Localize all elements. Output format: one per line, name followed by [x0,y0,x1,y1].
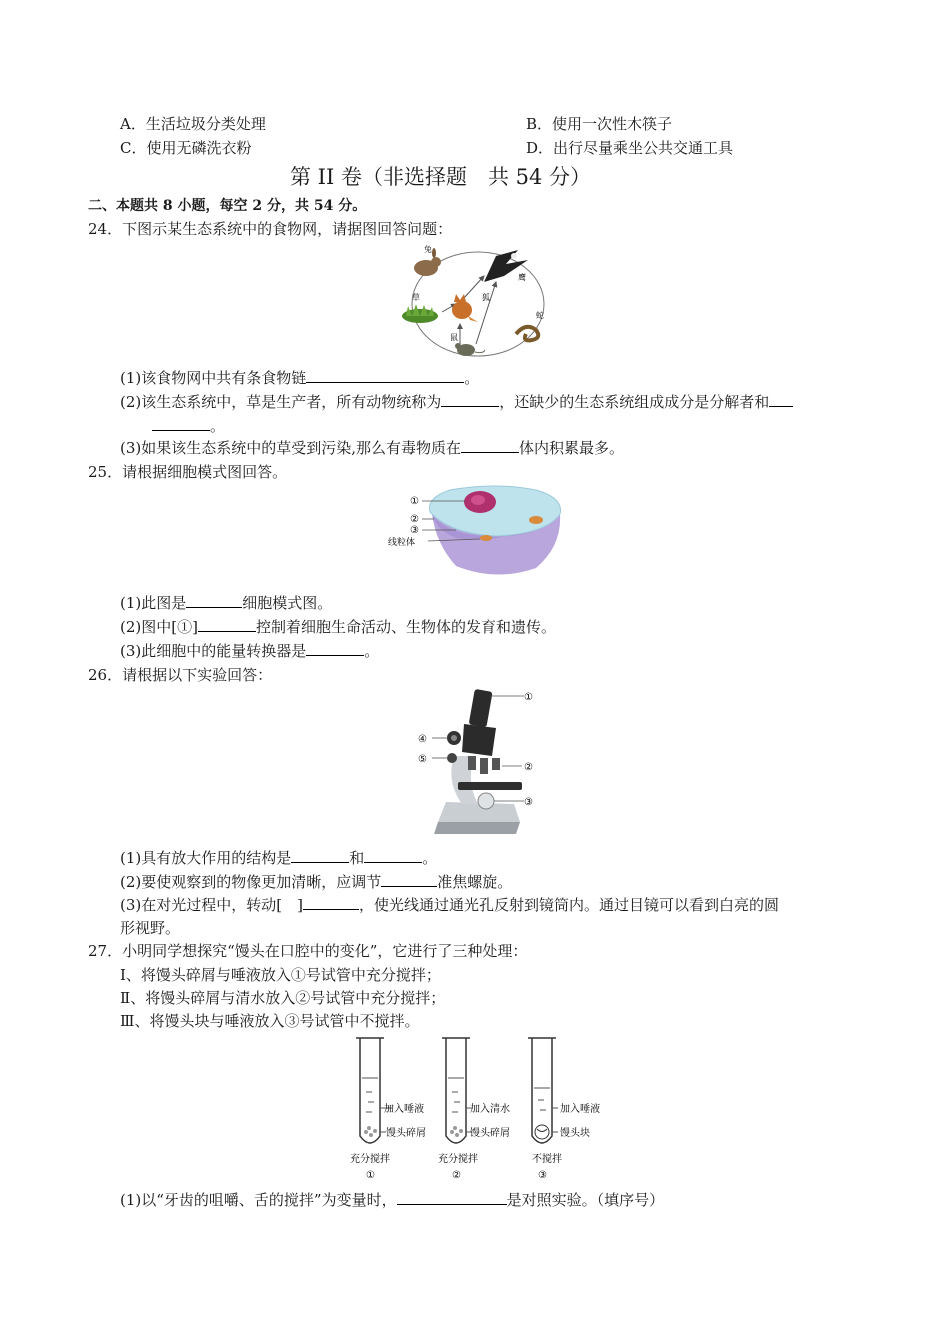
q26-stem: 26．请根据以下实验回答： [88,666,273,684]
q25-p3: (3)此细胞中的能量转换器是 。 [120,642,380,660]
tube-3-top-label: 加入唾液 [560,1104,600,1115]
cell-diagram [386,484,566,580]
microscope-label-2: ② [524,762,533,773]
snake-icon [516,327,538,341]
q27-blank-1[interactable] [397,1190,507,1205]
label-rabbit: 兔 [424,245,432,254]
cell-label-1: ① [410,496,419,507]
label-fox: 狐 [482,293,490,302]
label-snake: 蛇 [536,311,544,320]
test-tubes-figure [340,1032,620,1188]
q25-p2: (2)图中[①] 控制着细胞生命活动、生物体的发育和遗传。 [120,618,556,636]
option-a: A．生活垃圾分类处理 [120,115,266,133]
q24-p2-cont: 。 [152,416,225,436]
tube-2-num: ② [452,1170,461,1181]
tube-1-top-label: 加入唾液 [384,1104,424,1115]
q25-blank-3[interactable] [306,641,364,656]
option-d: D．出行尽量乘坐公共交通工具 [526,139,734,157]
tube-1-action: 充分搅拌 [350,1154,390,1165]
food-web-figure [398,242,558,364]
q24-p2: (2)该生态系统中，草是生产者，所有动物统称为 ，还缺少的生态系统组成成分是分解者和 [120,392,793,412]
fox-icon [452,294,478,322]
q26-blank-2[interactable] [364,848,422,863]
tube-2-top-label: 加入清水 [470,1104,510,1115]
cell-label-2: ② [410,514,419,525]
microscope-label-1: ① [524,692,533,703]
tube-3-action: 不搅拌 [532,1154,562,1165]
q24-blank-2[interactable] [441,392,499,407]
q24-blank-1[interactable] [306,368,464,383]
tube-1-bottom-label: 馒头碎屑 [386,1128,426,1139]
option-c: C．使用无磷洗衣粉 [120,139,252,157]
tube-3-num: ③ [538,1170,547,1181]
q25-p1: (1)此图是 细胞模式图。 [120,594,333,612]
q26-blank-1[interactable] [291,848,349,863]
tube-2-action: 充分搅拌 [438,1154,478,1165]
label-mouse: 鼠 [450,333,458,342]
q24-p3: (3)如果该生态系统中的草受到污染,那么有毒物质在 体内积累最多。 [120,439,625,457]
q24-blank-4[interactable] [461,438,519,453]
microscope-label-4: ④ [418,734,427,745]
q27-stem: 27．小明同学想探究“馒头在口腔中的变化”，它进行了三种处理： [88,942,528,960]
tube-3-bottom-label: 馒头块 [560,1128,590,1139]
q26-blank-3[interactable] [381,872,437,887]
q24-stem: 24．下图示某生态系统中的食物网，请据图回答问题： [88,220,453,238]
mouse-icon [455,343,485,356]
q24-blank-3a[interactable] [769,392,793,407]
microscope-figure [410,686,540,840]
q27-step-1: Ⅰ、将馒头碎屑与唾液放入①号试管中充分搅拌； [120,966,441,984]
microscope-label-5: ⑤ [418,754,427,765]
q26-p3-cont: 形视野。 [120,919,181,937]
q26-blank-4[interactable] [303,895,359,910]
test-tube-2 [442,1038,472,1143]
option-b: B．使用一次性木筷子 [526,115,673,133]
section-note: 二、本题共 8 小题，每空 2 分，共 54 分。 [88,198,367,214]
microscope-label-3: ③ [524,797,533,808]
test-tube-3 [528,1038,558,1143]
cell-label-3: ③ [410,525,419,536]
tube-1-num: ① [366,1170,375,1181]
q26-p1: (1)具有放大作用的结构是 和 。 [120,849,438,867]
tube-2-bottom-label: 馒头碎屑 [470,1128,510,1139]
q24-p1: (1)该食物网中共有条食物链 。 [120,369,480,387]
label-grass: 草 [412,293,420,302]
section-title: 第 II 卷（非选择题 共 54 分） [290,165,592,189]
q27-step-2: Ⅱ、将馒头碎屑与清水放入②号试管中充分搅拌； [120,989,446,1007]
q24-blank-3b[interactable] [152,416,210,431]
grass-icon [402,304,438,323]
q25-blank-1[interactable] [186,593,242,608]
q27-p1: (1)以“牙齿的咀嚼、舌的搅拌”为变量时， 是对照实验。（填序号） [120,1191,665,1209]
q25-stem: 25．请根据细胞模式图回答。 [88,463,288,481]
q26-p2: (2)要使观察到的物像更加清晰，应调节 准焦螺旋。 [120,873,513,891]
label-eagle: 鹰 [518,273,526,282]
cell-label-mito: 线粒体 [388,538,416,548]
q26-p3: (3)在对光过程中，转动[ ] ，使光线通过通光孔反射到镜筒内。通过目镜可以看到白亮的圆 [120,896,779,914]
q25-blank-2[interactable] [198,617,256,632]
q27-step-3: Ⅲ、将馒头块与唾液放入③号试管中不搅拌。 [120,1012,420,1030]
